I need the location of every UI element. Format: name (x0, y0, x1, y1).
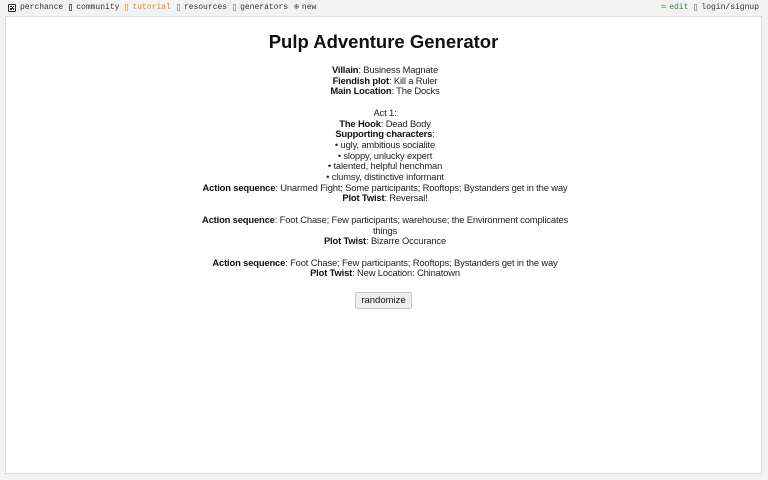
randomize-button[interactable]: randomize (355, 292, 411, 309)
nav-login-label: login/signup (701, 3, 759, 12)
twist-label: Plot Twist (310, 267, 353, 279)
generator-output (191, 65, 579, 279)
nav-tutorial[interactable] (125, 3, 170, 12)
nav-left (8, 3, 322, 12)
nav-new-label: new (301, 3, 317, 12)
twist-label: Plot Twist (342, 192, 385, 204)
supporting-item: • sloppy, unlucky expert (337, 149, 433, 161)
action-value: : Foot Chase; Few participants; Rooftops; Bystanders get in the way (285, 256, 558, 268)
pencil-icon: ═ (661, 2, 667, 12)
user-icon (694, 4, 697, 11)
plot-label: Fiendish plot (332, 74, 389, 86)
grid-icon (233, 4, 236, 11)
villain-value: : Business Magnate (358, 64, 439, 75)
list-icon (177, 4, 180, 11)
plot-twist-line (191, 236, 579, 247)
location-line (191, 86, 579, 97)
nav-community[interactable] (69, 3, 119, 12)
action-label: Action sequence (212, 256, 286, 268)
location-label: Main Location (330, 85, 392, 97)
twist-value: : Reversal! (384, 192, 428, 204)
supporting-suffix: : (432, 128, 435, 140)
twist-value: : New Location: Chinatown (352, 267, 460, 279)
nav-perchance-label: perchance (20, 3, 64, 12)
hook-value: : Dead Body (380, 117, 431, 129)
twist-label: Plot Twist (323, 235, 367, 247)
plot-twist-line (191, 193, 579, 204)
nav-resources[interactable] (177, 3, 227, 12)
supporting-item: • talented, helpful henchman (327, 160, 443, 172)
nav-edit[interactable] (661, 3, 688, 12)
book-icon (125, 4, 128, 11)
action-sequence-line (191, 215, 579, 236)
act-heading: Act 1: (373, 106, 397, 118)
villain-label: Villain (331, 64, 359, 75)
nav-new[interactable] (294, 3, 316, 12)
action-label: Action sequence (201, 213, 275, 225)
supporting-item: • ugly, ambitious socialite (334, 138, 436, 150)
nav-generators[interactable] (233, 3, 288, 12)
plus-circle-icon: ⊕ (294, 2, 299, 12)
nav-perchance[interactable] (8, 3, 63, 12)
plot-twist-line (191, 268, 579, 279)
action-value: : Unarmed Fight; Some participants; Rooftops; Bystanders get in the way (275, 181, 568, 193)
location-value: : The Docks (391, 85, 440, 97)
action-value: : Foot Chase; Few participants; warehouse; the Environment complicates things (274, 213, 569, 236)
supporting-label: Supporting characters (335, 128, 433, 140)
nav-resources-label: resources (183, 3, 228, 12)
chat-icon (69, 4, 72, 11)
page-title: Pulp Adventure Generator (268, 31, 499, 52)
dice-icon (8, 4, 16, 12)
plot-value: : Kill a Ruler (388, 74, 438, 86)
generator-panel (5, 16, 762, 474)
nav-edit-label: edit (669, 3, 689, 12)
supporting-item: • clumsy, distinctive informant (326, 171, 444, 183)
nav-login[interactable] (694, 3, 759, 12)
randomize-wrapper (6, 290, 761, 309)
top-navigation (0, 0, 768, 16)
twist-value: : Bizarre Occurance (366, 235, 447, 247)
action-label: Action sequence (202, 181, 276, 193)
nav-right (661, 3, 759, 12)
hook-label: The Hook (339, 117, 381, 129)
nav-generators-label: generators (240, 3, 289, 12)
nav-tutorial-label: tutorial (132, 3, 171, 12)
nav-community-label: community (76, 3, 120, 12)
